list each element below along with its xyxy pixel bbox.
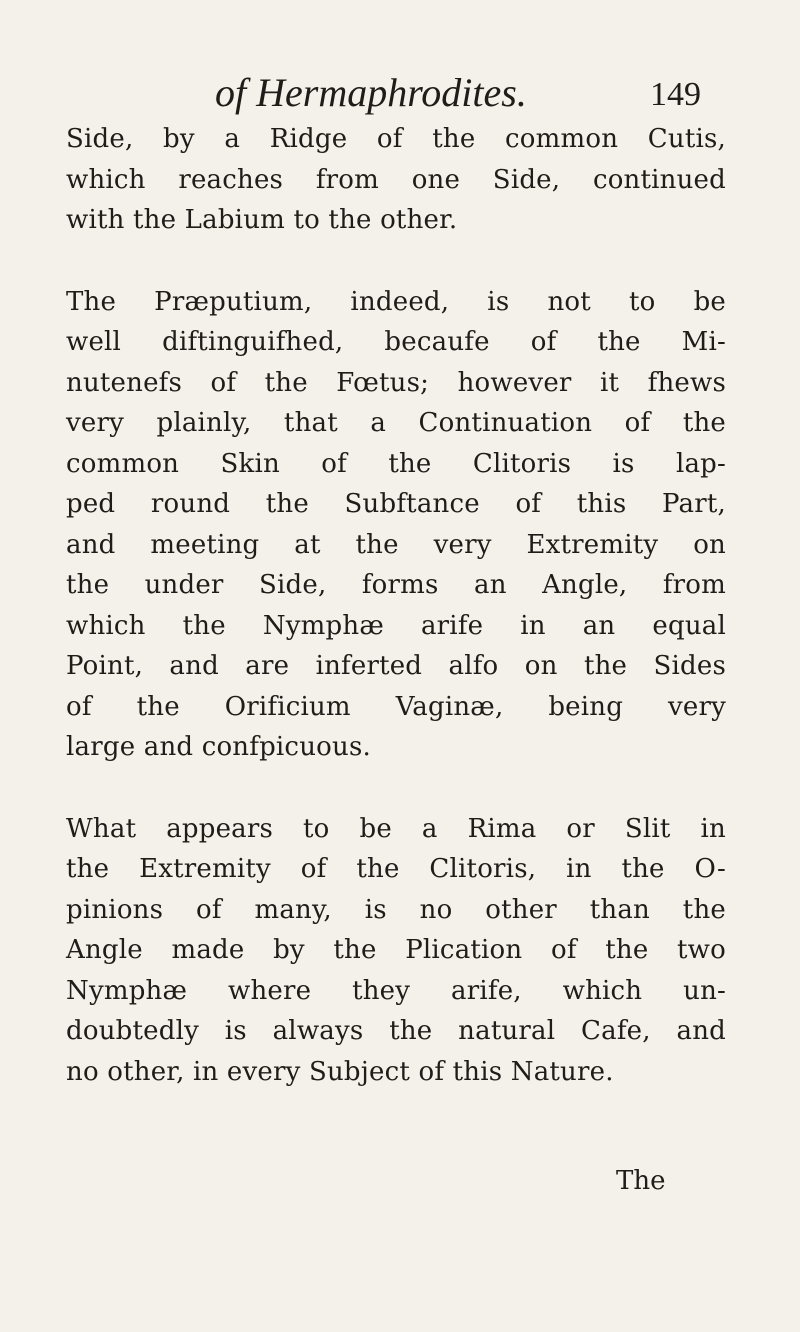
body-text [66, 119, 726, 1092]
paragraph-2 [66, 282, 726, 768]
text-line: Side, by a Ridge of the common Cutis, [66, 124, 726, 154]
text-line: The Præputium, indeed, is not to be [66, 286, 726, 317]
running-title: of Hermaphrodites. [215, 70, 527, 115]
text-line: large and confpicuous. [66, 732, 371, 762]
text-line: doubtedly is always the natural Cafe, and [66, 1016, 726, 1046]
text-line: the Extremity of the Clitoris, in the O- [66, 854, 726, 884]
text-line: of the Orificium Vaginæ, being very [66, 691, 726, 722]
running-head [0, 70, 800, 120]
paragraph-3 [66, 809, 726, 1093]
text-line: Nymphæ where they arife, which un- [66, 975, 726, 1006]
paragraph-1 [66, 119, 726, 241]
text-line: with the Labium to the other. [66, 205, 458, 235]
text-line: What appears to be a Rima or Slit in [66, 813, 726, 844]
text-line: ped round the Subftance of this Part, [66, 489, 726, 519]
text-line: common Skin of the Clitoris is lap- [66, 448, 726, 479]
paragraph-spacer [66, 768, 726, 809]
text-line: Point, and are inferted alfo on the Sides [66, 651, 726, 681]
text-line: the under Side, forms an Angle, from [66, 570, 726, 600]
text-line: Angle made by the Plication of the two [66, 935, 726, 965]
text-line: which reaches from one Side, continued [66, 164, 726, 195]
page-number: 149 [650, 76, 701, 113]
text-line: nutenefs of the Fœtus; however it fhews [66, 367, 726, 398]
text-line: very plainly, that a Continuation of the [66, 408, 726, 438]
catchword: The [616, 1166, 666, 1196]
text-line: pinions of many, is no other than the [66, 894, 726, 925]
text-line: and meeting at the very Extremity on [66, 529, 726, 560]
text-line: well diftinguifhed, becaufe of the Mi- [66, 327, 726, 357]
text-line: no other, in every Subject of this Nature. [66, 1056, 614, 1087]
text-line: which the Nymphæ arife in an equal [66, 610, 726, 641]
paragraph-spacer [66, 241, 726, 282]
